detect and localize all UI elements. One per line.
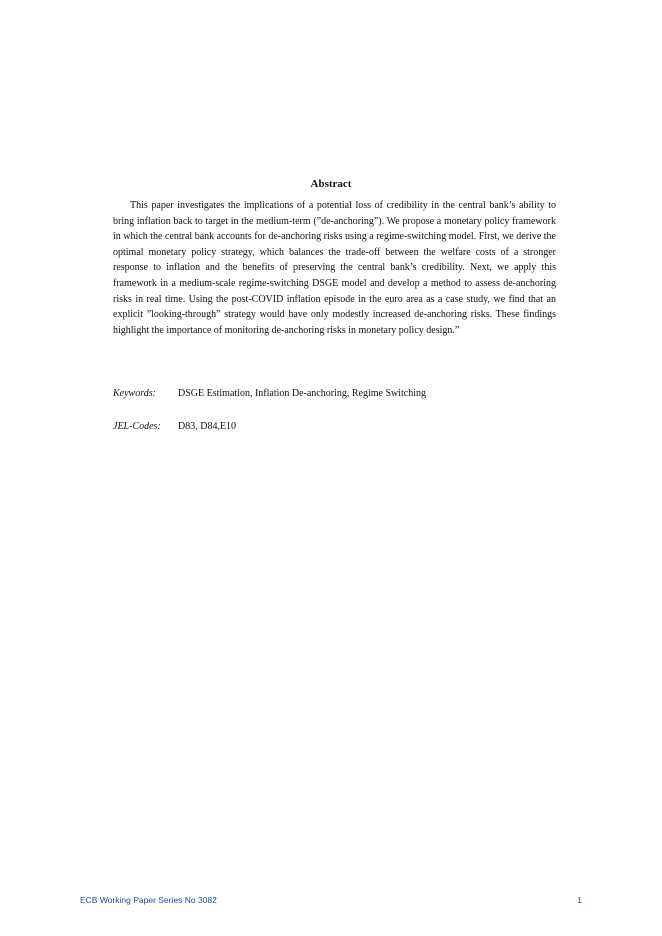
abstract-text: This paper investigates the implications of a potential loss of credibility in the central bank’s ability to bring inflation back to target in the medium-term (”de-anchoring”). We propose a monetary policy framework in which the central bank accounts for de-anchoring risks using a regime-switching model. First, we derive the optimal monetary policy strategy, which balances the trade-off between the welfare costs of a stronger response to inflation and the benefits of preserving the central bank’s credibility. Next, we apply this framework in a medium-scale regime-switching DSGE model and develop a method to assess de-anchoring risks in real time. Using the post-COVID inflation episode in the euro area as a case study, we find that an explicit ”looking-through” strategy would have only modestly increased de-anchoring risks. These findings highlight the importance of monitoring de-anchoring risks in monetary policy design.” [113, 200, 556, 336]
keywords-value: DSGE Estimation, Inflation De-anchoring, Regime Switching [178, 388, 427, 399]
jel-codes-label: JEL-Codes: [113, 421, 161, 432]
footer-page-number: 1 [577, 895, 582, 905]
keywords-label: Keywords: [113, 388, 156, 399]
footer-series-title: ECB Working Paper Series No 3082 [80, 895, 217, 905]
abstract-heading: Abstract [310, 178, 352, 190]
keywords-row [113, 387, 556, 401]
jel-codes-value: D83, D84,E10 [178, 421, 237, 432]
jel-codes-row [113, 420, 556, 434]
